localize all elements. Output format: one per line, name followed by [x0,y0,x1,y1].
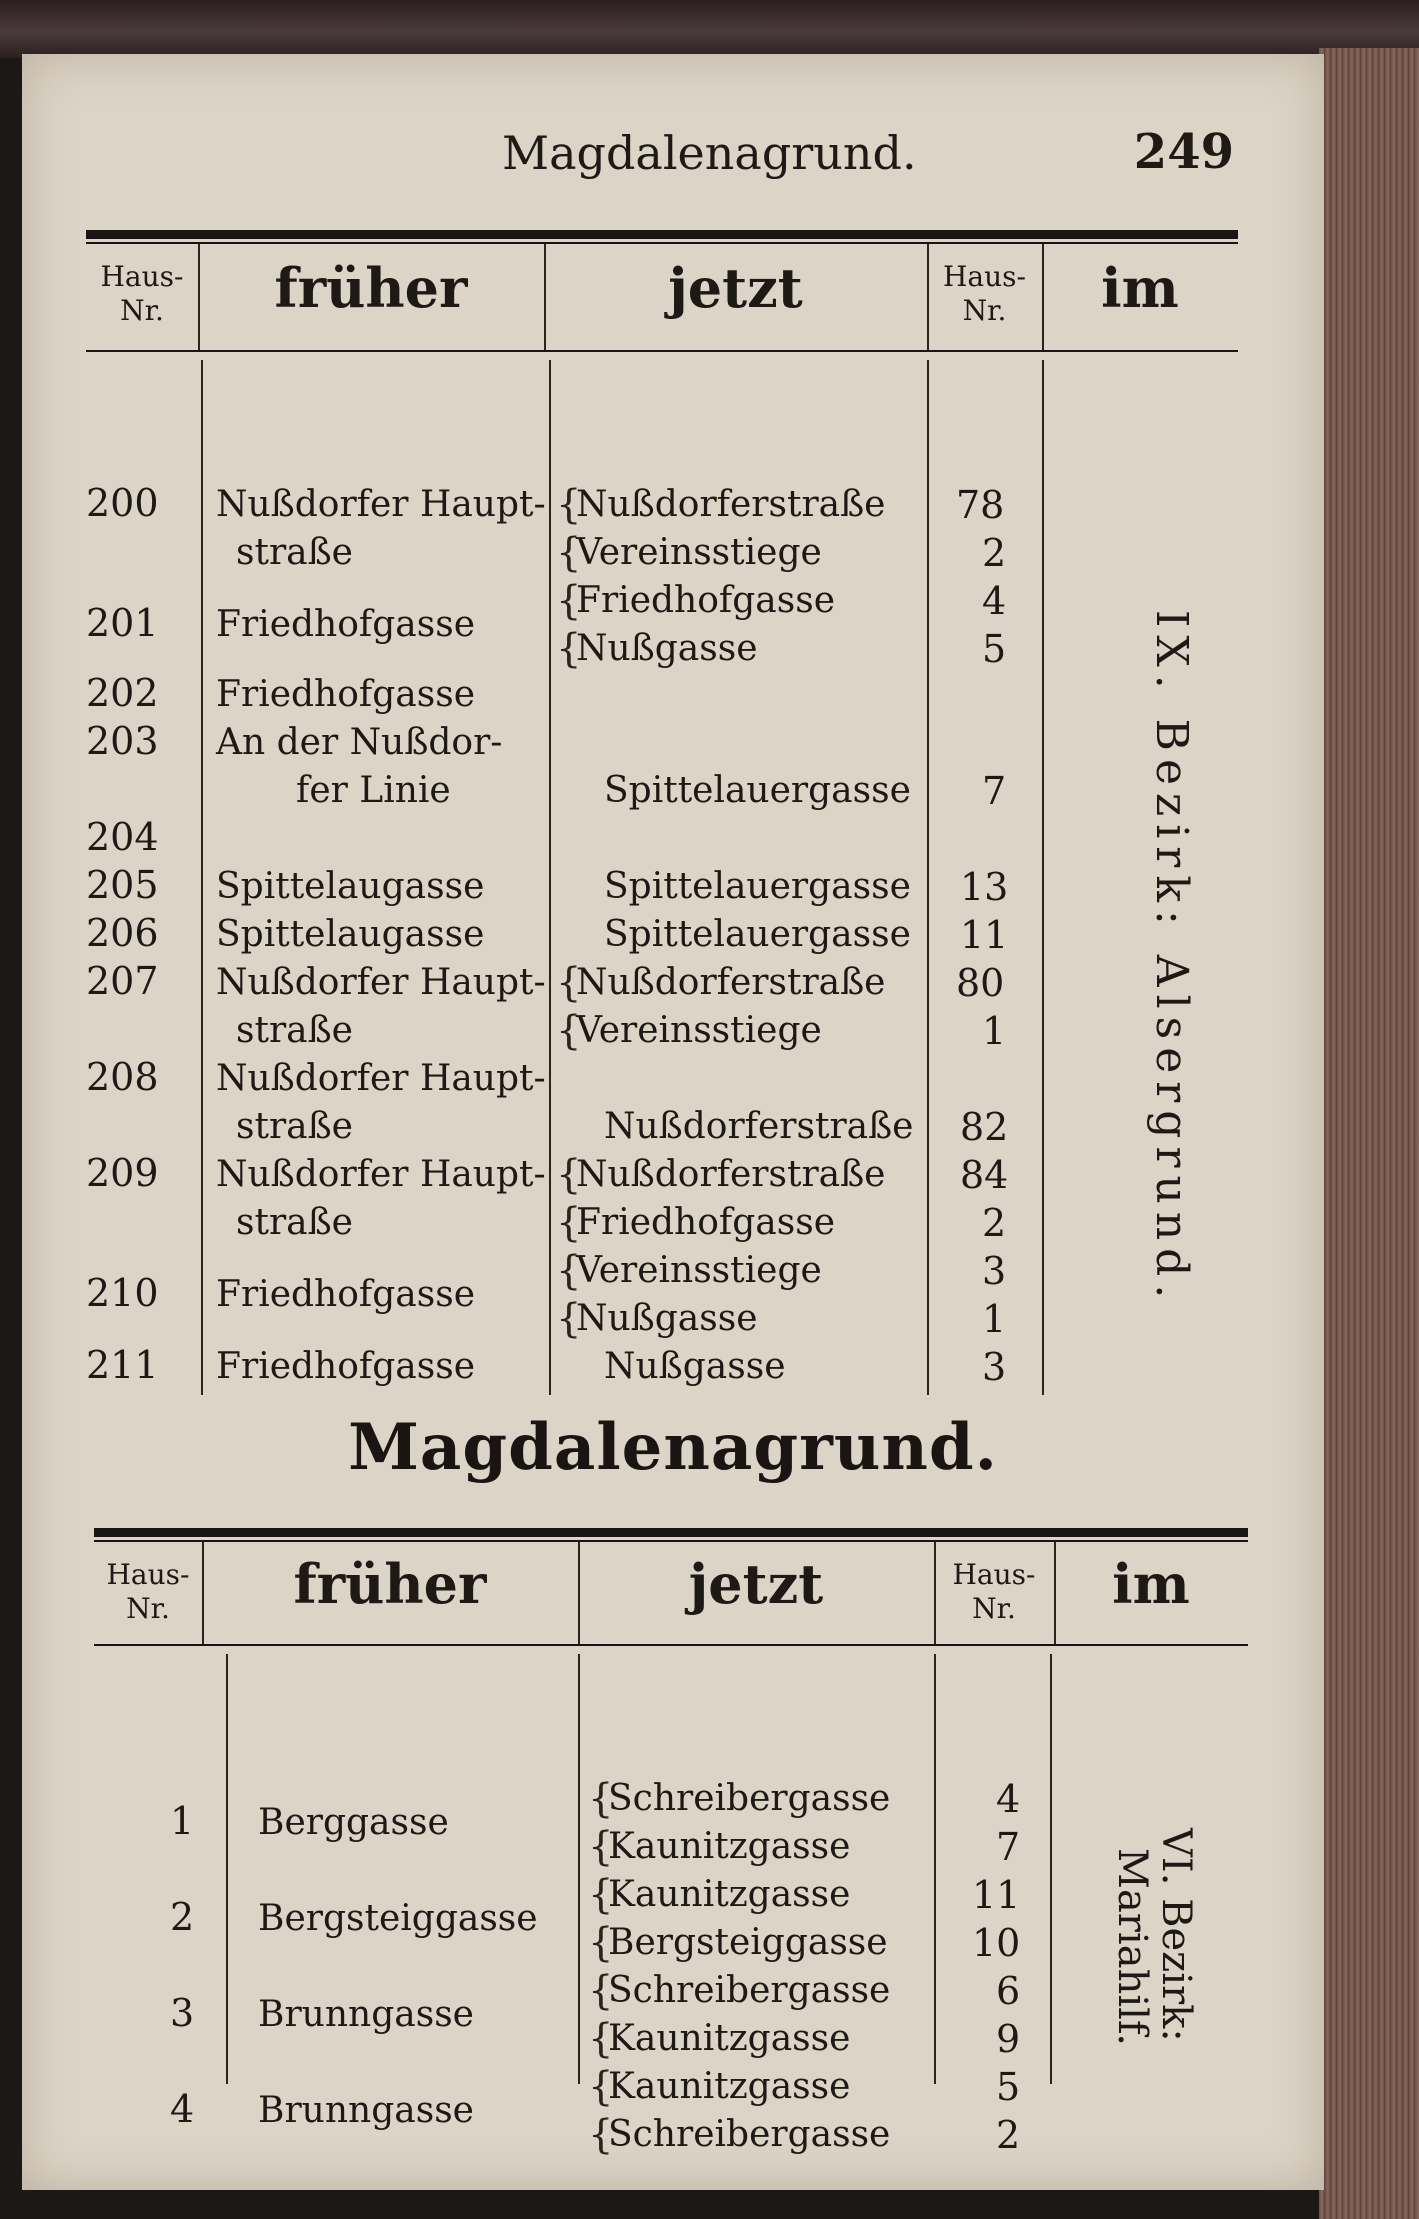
brace-left: { [556,1152,582,1198]
new-house-number: 5 [996,2065,1021,2109]
old-house-number: 205 [86,863,159,907]
old-street: Nußdorfer Haupt- [216,962,546,1003]
header-jetzt: jetzt [668,256,803,320]
old-street: Friedhofgasse [216,674,475,715]
new-street: Schreibergasse [608,2114,891,2155]
old-street: Friedhofgasse [216,1346,475,1387]
old-street: Nußdorfer Haupt- [216,484,546,525]
brace-left: { [556,626,582,672]
old-house-number: 203 [86,719,159,763]
address-table-alsergrund [86,230,1238,1410]
old-house-number: 3 [170,1991,195,2035]
brace-left: { [588,1824,614,1870]
new-street: Kaunitzgasse [608,2018,851,2059]
new-house-number: 2 [996,2113,1021,2157]
old-house-number: 1 [170,1799,195,1843]
header-frueher: früher [293,1552,487,1616]
old-house-number: 4 [170,2087,195,2131]
header-im: im [1101,256,1179,320]
old-house-number: 211 [86,1343,159,1387]
new-house-number: 9 [996,2017,1021,2061]
brace-left: { [556,578,582,624]
new-street: Nußdorferstraße [604,1106,914,1147]
old-street: Bergsteiggasse [258,1898,538,1939]
header-haus-nr-new: Haus- Nr. [943,260,1026,327]
new-street: Kaunitzgasse [608,1826,851,1867]
old-street: An der Nußdor- [216,722,503,763]
brace-left: { [556,960,582,1006]
header-jetzt: jetzt [688,1552,824,1616]
new-street: Vereinsstiege [576,1250,822,1291]
header-im: im [1112,1552,1190,1616]
address-table-magdalenagrund [94,1528,1248,2168]
old-house-number: 202 [86,671,159,715]
district-name: Mariahilf. [1109,1848,1155,2047]
page-edge [1319,48,1419,2219]
old-street: straße [236,1010,353,1051]
old-house-number: 208 [86,1055,159,1099]
old-street: Brunngasse [258,2090,474,2131]
old-street: Brunngasse [258,1994,474,2035]
brace-left: { [588,1872,614,1918]
old-street: Spittelaugasse [216,866,485,907]
new-street: Nußgasse [576,1298,758,1339]
new-house-number: 6 [996,1969,1021,2013]
old-street: Berggasse [258,1802,449,1843]
new-house-number: 4 [996,1777,1021,1821]
page-number: 249 [1133,124,1234,180]
new-house-number: 3 [982,1249,1007,1293]
header-haus-nr: Haus- Nr. [100,260,184,327]
section-title: Magdalenagrund. [348,1410,998,1485]
new-street: Kaunitzgasse [608,1874,851,1915]
new-street: Nußdorferstraße [576,962,886,1003]
new-house-number: 13 [960,865,1009,909]
old-house-number: 2 [170,1895,195,1939]
old-house-number: 207 [86,959,159,1003]
header-haus-nr-new: Haus- Nr. [952,1558,1036,1625]
table-top-thin-rule [94,1540,1248,1542]
header-haus-nr: Haus- Nr. [106,1558,190,1625]
brace-left: { [588,2112,614,2158]
new-house-number: 11 [960,913,1009,957]
new-house-number: 1 [982,1297,1007,1341]
running-header: Magdalenagrund. [502,126,917,180]
brace-left: { [588,1920,614,1966]
old-street: Friedhofgasse [216,604,475,645]
old-house-number: 201 [86,601,159,645]
brace-left: { [588,1776,614,1822]
old-house-number: 209 [86,1151,159,1195]
brace-left: { [588,2016,614,2062]
new-street: Kaunitzgasse [608,2066,851,2107]
new-street: Nußdorferstraße [576,484,886,525]
old-house-number: 210 [86,1271,159,1315]
new-house-number: 78 [956,483,1005,527]
new-house-number: 2 [982,531,1007,575]
new-house-number: 5 [982,627,1007,671]
new-house-number: 7 [996,1825,1021,1869]
old-house-number: 204 [86,815,159,859]
brace-left: { [556,482,582,528]
book-spine [0,0,1419,58]
new-house-number: 82 [960,1105,1009,1149]
table-top-rule [86,230,1238,239]
header-frueher: früher [274,256,468,320]
new-street: Spittelauergasse [604,914,911,955]
brace-left: { [556,1200,582,1246]
new-house-number: 1 [982,1009,1007,1053]
district-label: VI. Bezirk: [1153,1828,1199,2042]
brace-left: { [556,1008,582,1054]
table-top-rule [94,1528,1248,1537]
old-street: fer Linie [296,770,451,811]
book-page [22,54,1324,2190]
new-street: Bergsteiggasse [608,1922,888,1963]
old-house-number: 200 [86,481,159,525]
new-street: Spittelauergasse [604,866,911,907]
new-street: Nußdorferstraße [576,1154,886,1195]
old-house-number: 206 [86,911,159,955]
brace-left: { [556,530,582,576]
table-header-rule [94,1644,1248,1646]
new-street: Friedhofgasse [576,580,835,621]
new-street: Friedhofgasse [576,1202,835,1243]
table-header-rule [86,350,1238,352]
new-house-number: 11 [972,1873,1021,1917]
old-street: straße [236,532,353,573]
new-house-number: 2 [982,1201,1007,1245]
new-street: Vereinsstiege [576,532,822,573]
old-street: straße [236,1202,353,1243]
new-house-number: 4 [982,579,1007,623]
brace-left: { [556,1248,582,1294]
new-house-number: 10 [972,1921,1021,1965]
new-street: Vereinsstiege [576,1010,822,1051]
old-street: straße [236,1106,353,1147]
table-top-thin-rule [86,242,1238,244]
brace-left: { [556,1296,582,1342]
old-street: Nußdorfer Haupt- [216,1058,546,1099]
brace-left: { [588,2064,614,2110]
district-label: IX. Bezirk: Alsergrund. [1146,610,1197,1307]
new-house-number: 84 [960,1153,1009,1197]
new-house-number: 7 [982,769,1007,813]
old-street: Spittelaugasse [216,914,485,955]
new-street: Nußgasse [604,1346,786,1387]
old-street: Nußdorfer Haupt- [216,1154,546,1195]
new-street: Nußgasse [576,628,758,669]
new-house-number: 80 [956,961,1005,1005]
new-street: Schreibergasse [608,1778,891,1819]
new-house-number: 3 [982,1345,1007,1389]
brace-left: { [588,1968,614,2014]
new-street: Schreibergasse [608,1970,891,2011]
new-street: Spittelauergasse [604,770,911,811]
old-street: Friedhofgasse [216,1274,475,1315]
